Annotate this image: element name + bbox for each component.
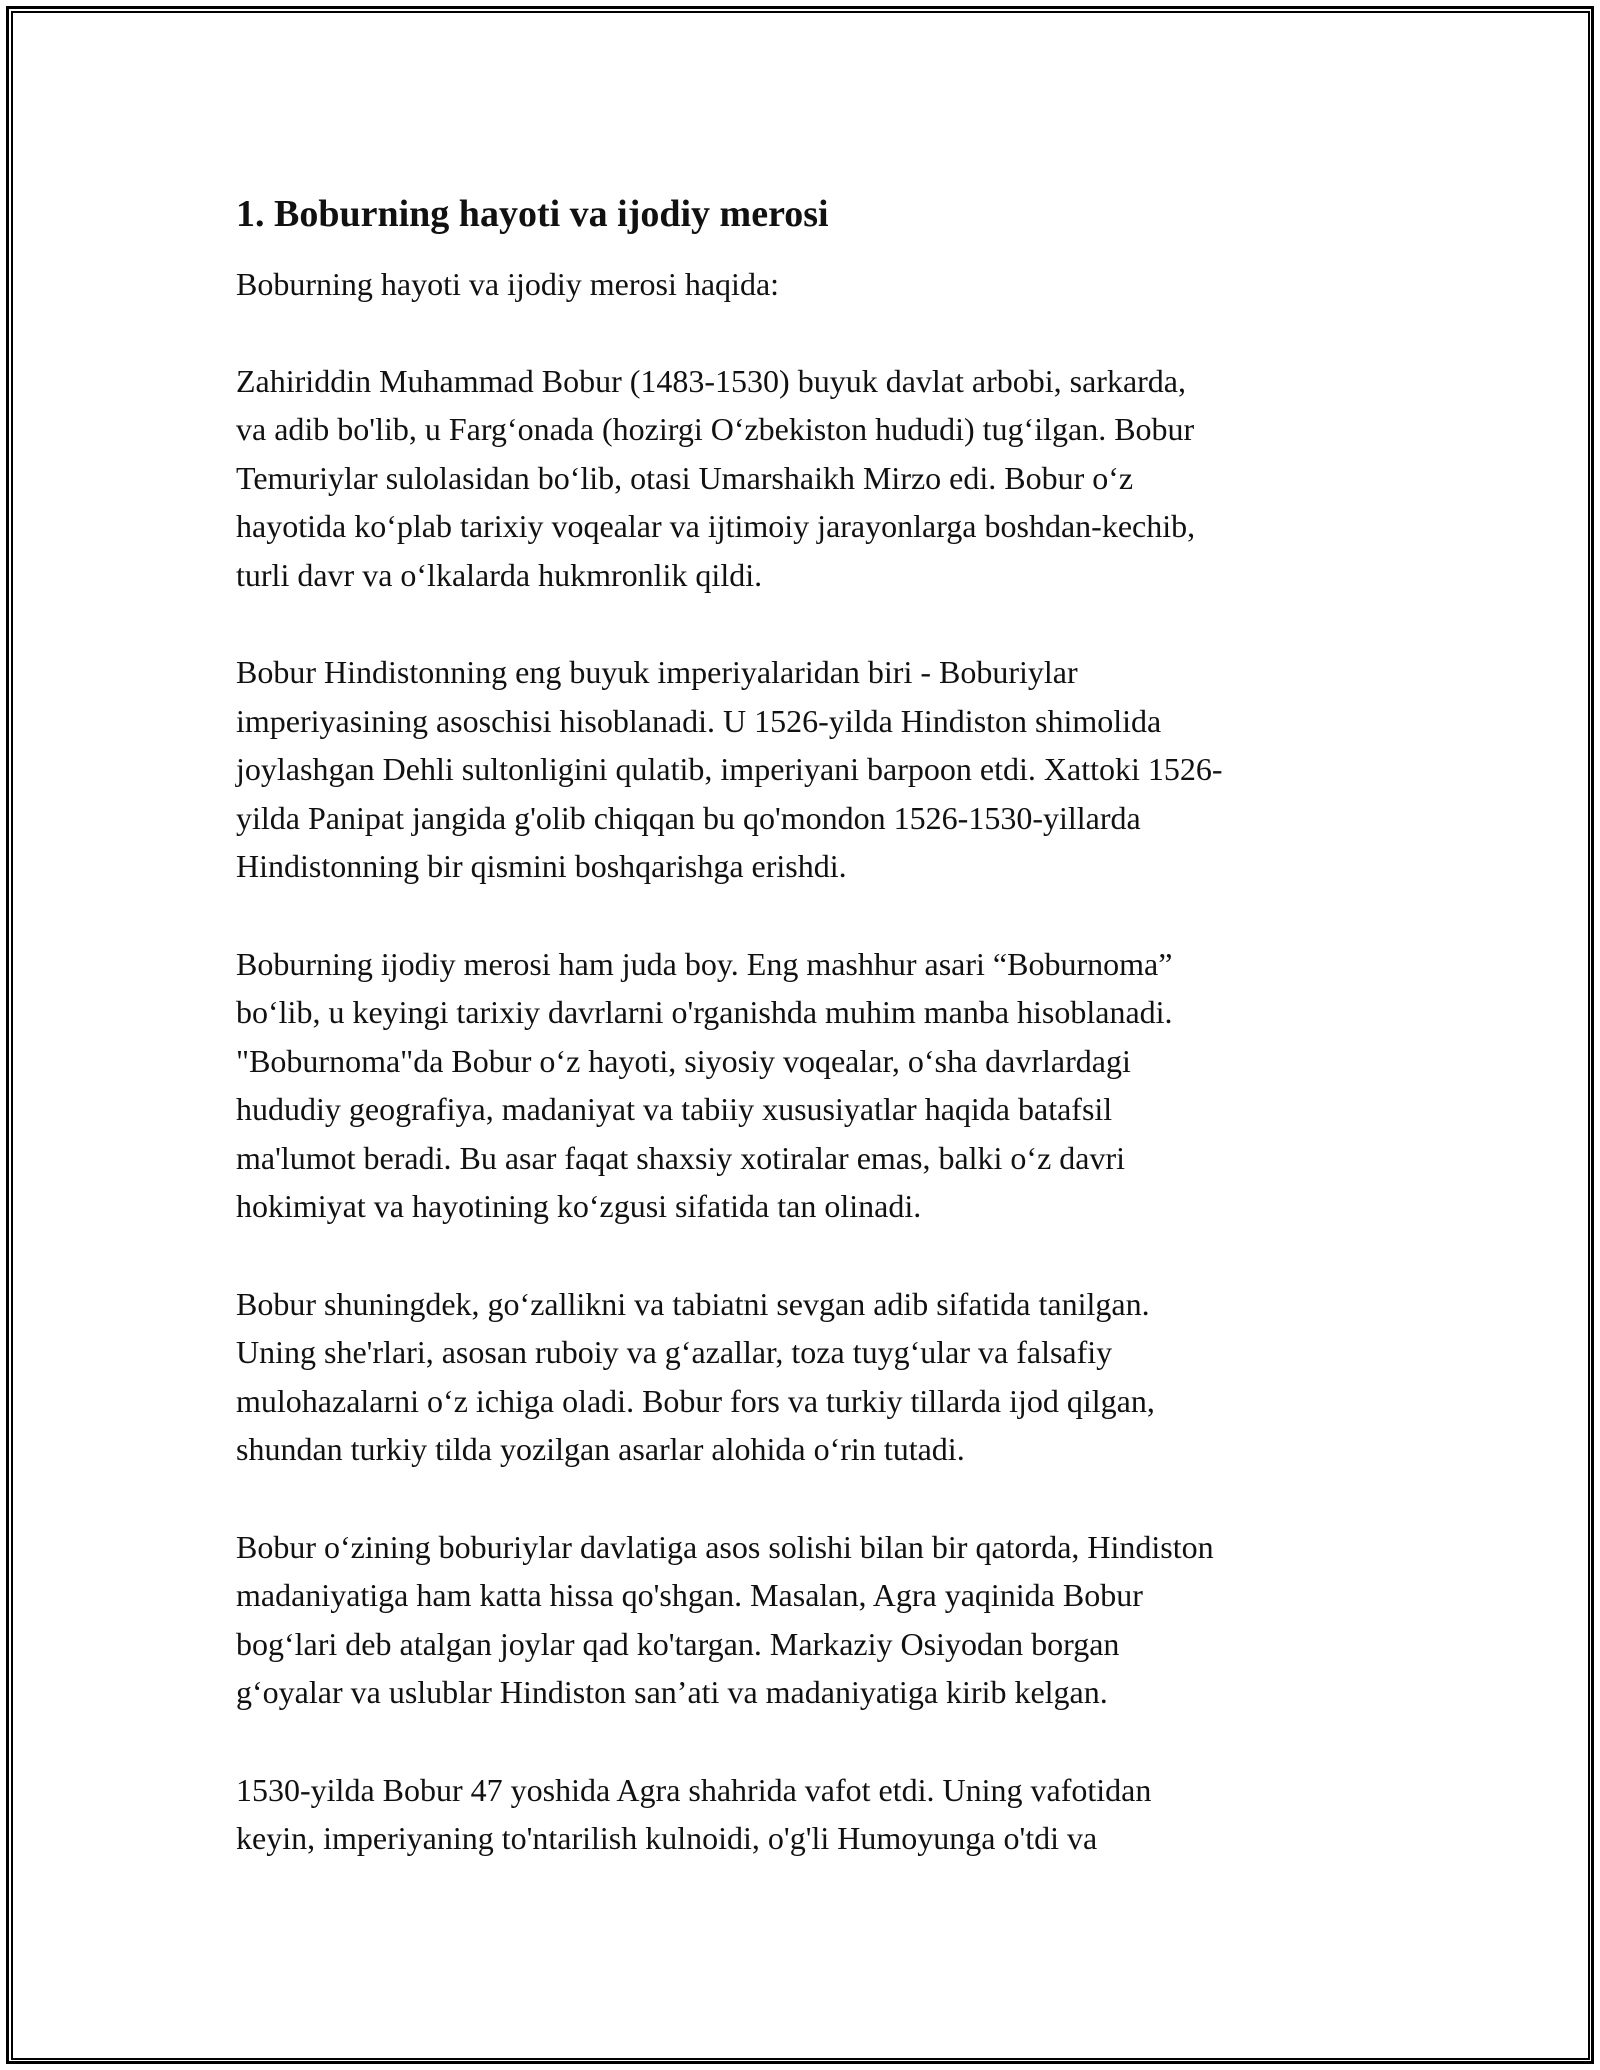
paragraph-baburnama: Boburning ijodiy merosi ham juda boy. Eng mashhur asari “Boburnoma” bo‘lib, u keyingi tarixiy davrlarni o'rganishda muhim manba hisoblanadi. "Boburnoma"da Bobur o‘z hayoti, siyosiy voqealar, o‘sha davrlardagi hududiy geografiya, madaniyat va tabiiy xususiyatlar haqida batafsil ma'lumot beradi. Bu asar faqat shaxsiy xotiralar emas, balki o‘z davri hokimiyat va hayotining ko‘zgusi sifatida tan olinadi. [236, 945, 1173, 1224]
paragraph-empire: Bobur Hindistonning eng buyuk imperiyalaridan biri - Boburiylar imperiyasining asoschisi hisoblanadi. U 1526-yilda Hindiston shimolida joylashgan Dehli sultonligini qulatib, imperiyani barpoon etdi. Xattoki 1526- yilda Panipat jangida g'olib chiqqan bu qo'mondon 1526-1530-yillarda Hindistonning bir qismini boshqarishga erishdi. [236, 654, 1223, 884]
paragraph-poetry: Bobur shuningdek, go‘zallikni va tabiatni sevgan adib sifatida tanilgan. Uning she'rlari, asosan ruboiy va g‘azallar, toza tuyg‘ular va falsafiy mulohazalarni o‘z ichiga oladi. Bobur fors va turkiy tillarda ijod qilgan, shundan turkiy tilda yozilgan asarlar alohida o‘rin tutadi. [236, 1285, 1155, 1467]
paragraph-biography: Zahiriddin Muhammad Bobur (1483-1530) buyuk davlat arbobi, sarkarda, va adib bo'lib, u Farg‘onada (hozirgi O‘zbekiston hududi) tug‘ilgan. Bobur Temuriylar sulolasidan bo‘lib, otasi Umarshaikh Mirzo edi. Bobur o‘z hayotida ko‘plab tarixiy voqealar va ijtimoiy jarayonlarga boshdan-kechib, turli davr va o‘lkalarda hukmronlik qildi. [236, 362, 1196, 593]
paragraph-death: 1530-yilda Bobur 47 yoshida Agra shahrida vafot etdi. Uning vafotidan keyin, imperiyaning to'ntarilish kulnoidi, o'g'li Humoyunga o'tdi va [236, 1771, 1152, 1856]
document-body [236, 186, 1386, 1912]
paragraph-culture: Bobur o‘zining boburiylar davlatiga asos solishi bilan bir qatorda, Hindiston madaniyatiga ham katta hissa qo'shgan. Masalan, Agra yaqinida Bobur bog‘lari deb atalgan joylar qad ko'targan. Markaziy Osiyodan borgan g‘oyalar va uslublar Hindiston san’ati va madaniyatiga kirib kelgan. [236, 1528, 1214, 1710]
document-title: 1. Boburning hayoti va ijodiy merosi [236, 193, 829, 235]
paragraph-intro: Boburning hayoti va ijodiy merosi haqida: [236, 266, 780, 302]
